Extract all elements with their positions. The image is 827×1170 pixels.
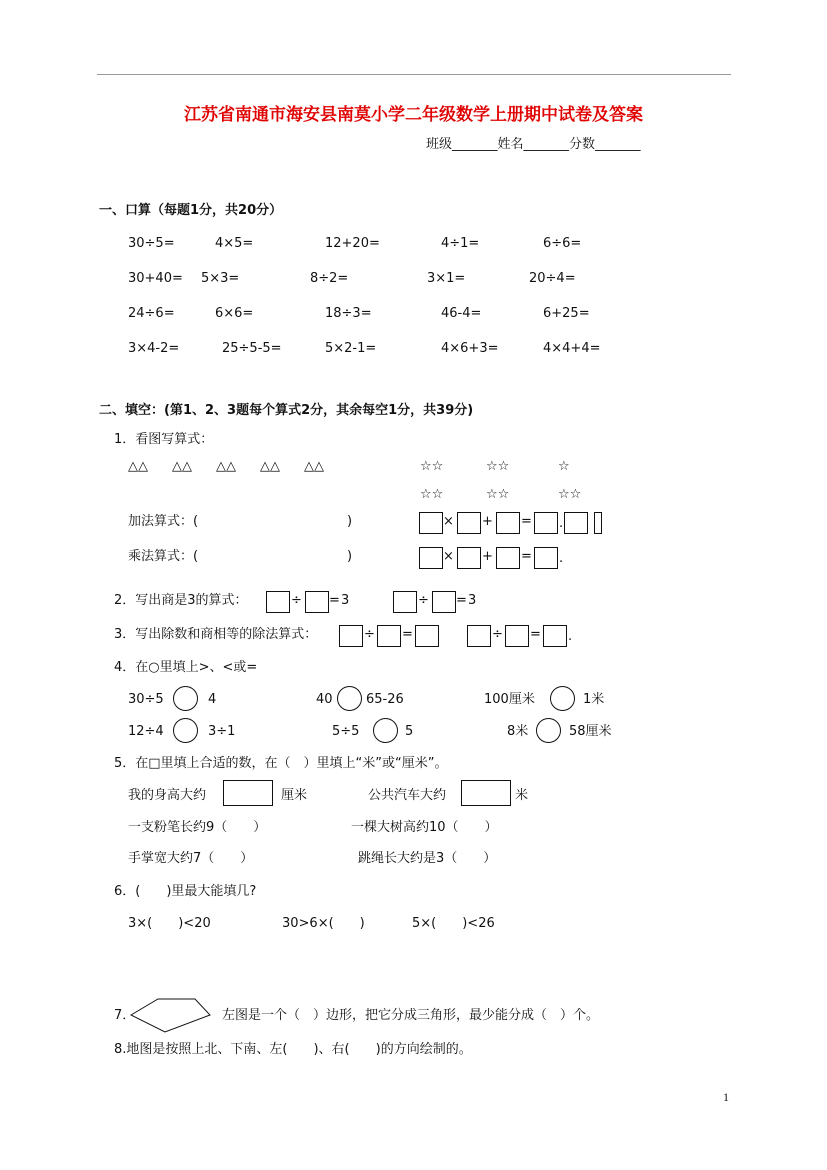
answer-box[interactable]: [393, 591, 417, 613]
triangle-group: △△: [172, 459, 192, 474]
compare-right: 1米: [583, 692, 605, 707]
student-info-line: 班级_______姓名_______分数_______: [426, 137, 641, 152]
answer-box[interactable]: [594, 512, 602, 534]
compare-left: 40: [316, 692, 333, 707]
calc-item: 4×6+3=: [441, 341, 499, 356]
height-unit: 厘米: [281, 788, 308, 803]
compare-circle[interactable]: [536, 718, 561, 743]
calc-item: 24÷6=: [128, 306, 175, 321]
compare-right: 65-26: [366, 692, 404, 707]
answer-box[interactable]: [496, 547, 520, 569]
q6-item: 5×( )<26: [412, 916, 495, 931]
star-group: ☆☆: [420, 459, 444, 474]
page-title: 江苏省南通市海安县南莫小学二年级数学上册期中试卷及答案: [184, 105, 643, 125]
times-sign: ×: [443, 549, 454, 564]
result-value: 3: [468, 593, 477, 608]
compare-circle[interactable]: [337, 686, 362, 711]
compare-left: 12÷4: [128, 724, 164, 739]
triangle-group: △△: [216, 459, 236, 474]
equals-sign: =: [402, 627, 413, 642]
equals-sign: =: [456, 593, 467, 608]
answer-box[interactable]: [543, 625, 567, 647]
page-number: 1: [723, 1090, 729, 1104]
calc-item: 5×3=: [201, 271, 240, 286]
addition-label: 加法算式：(: [128, 514, 199, 529]
height-label: 我的身高大约: [128, 788, 207, 803]
divide-sign: ÷: [418, 593, 429, 608]
q7-text: 左图是一个（ ）边形，把它分成三角形，最少能分成（ ）个。: [222, 1008, 600, 1023]
triangle-group: △△: [260, 459, 280, 474]
star-group: ☆☆: [486, 459, 510, 474]
multiplication-label: 乘法算式：(: [128, 549, 199, 564]
compare-circle[interactable]: [173, 718, 198, 743]
answer-box[interactable]: [432, 591, 456, 613]
close-paren: ): [347, 549, 353, 564]
compare-left: 5÷5: [332, 724, 360, 739]
equals-sign: =: [521, 514, 532, 529]
q6-item: 30>6×( ): [282, 916, 365, 931]
answer-box[interactable]: [457, 547, 481, 569]
compare-right: 5: [405, 724, 414, 739]
calc-item: 20÷4=: [529, 271, 576, 286]
q1-label: 1．看图写算式：: [114, 432, 214, 447]
height-answer-box[interactable]: [223, 780, 273, 806]
answer-box[interactable]: [339, 625, 363, 647]
dot-sign: .: [559, 551, 564, 566]
divide-sign: ÷: [364, 627, 375, 642]
answer-box[interactable]: [377, 625, 401, 647]
plus-sign: +: [482, 514, 493, 529]
compare-right: 4: [208, 692, 217, 707]
q2-label: 2．写出商是3的算式：: [114, 593, 248, 608]
bus-unit: 米: [515, 788, 529, 803]
pentagon-figure: [128, 996, 214, 1036]
q5-label: 5．在□里填上合适的数，在（ ）里填上“米”或“厘米”。: [114, 756, 448, 771]
dot-sign: .: [568, 629, 573, 644]
calc-item: 4×5=: [215, 236, 254, 251]
compare-right: 58厘米: [569, 724, 612, 739]
star-group: ☆☆: [486, 487, 510, 502]
answer-box[interactable]: [457, 512, 481, 534]
compare-right: 3÷1: [208, 724, 236, 739]
answer-box[interactable]: [266, 591, 290, 613]
answer-box[interactable]: [534, 547, 558, 569]
equals-sign: =: [530, 627, 541, 642]
divide-sign: ÷: [291, 593, 302, 608]
compare-circle[interactable]: [550, 686, 575, 711]
answer-box[interactable]: [467, 625, 491, 647]
calc-item: 3×1=: [427, 271, 466, 286]
equals-sign: =: [329, 593, 340, 608]
answer-box[interactable]: [419, 512, 443, 534]
answer-box[interactable]: [305, 591, 329, 613]
triangle-group: △△: [304, 459, 324, 474]
calc-item: 6÷6=: [543, 236, 582, 251]
compare-left: 100厘米: [484, 692, 535, 707]
calc-item: 6+25=: [543, 306, 590, 321]
bus-answer-box[interactable]: [461, 780, 511, 806]
compare-circle[interactable]: [373, 718, 398, 743]
section1-heading: 一、口算（每题1分，共20分）: [99, 203, 283, 218]
q7-label: 7．: [114, 1008, 136, 1023]
q4-label: 4．在○里填上>、<或=: [114, 660, 258, 675]
answer-box[interactable]: [505, 625, 529, 647]
tree-item: 一棵大树高约10（ ）: [351, 820, 498, 835]
answer-box[interactable]: [496, 512, 520, 534]
compare-circle[interactable]: [173, 686, 198, 711]
answer-box[interactable]: [534, 512, 558, 534]
section2-heading: 二、填空：(第1、2、3题每个算式2分，其余每空1分，共39分): [99, 403, 474, 418]
star-group: ☆☆: [420, 487, 444, 502]
calc-item: 30÷5=: [128, 236, 175, 251]
plus-sign: +: [482, 549, 493, 564]
calc-item: 5×2-1=: [325, 341, 377, 356]
q3-label: 3．写出除数和商相等的除法算式：: [114, 627, 318, 642]
calc-item: 25÷5-5=: [222, 341, 282, 356]
dot-sign: .: [559, 516, 564, 531]
calc-item: 18÷3=: [325, 306, 372, 321]
rope-item: 跳绳长大约是3（ ）: [358, 851, 497, 866]
bus-label: 公共汽车大约: [368, 788, 447, 803]
result-value: 3: [341, 593, 350, 608]
calc-item: 46-4=: [441, 306, 482, 321]
star-group: ☆☆: [558, 487, 582, 502]
triangle-group: △△: [128, 459, 148, 474]
times-sign: ×: [443, 514, 454, 529]
compare-left: 30÷5: [128, 692, 164, 707]
q6-label: 6．( )里最大能填几?: [114, 884, 257, 899]
q8-text: 8.地图是按照上北、下南、左( )、右( )的方向绘制的。: [114, 1042, 472, 1057]
header-rule: [97, 74, 731, 75]
divide-sign: ÷: [492, 627, 503, 642]
calc-item: 3×4-2=: [128, 341, 180, 356]
calc-item: 6×6=: [215, 306, 254, 321]
close-paren: ): [347, 514, 353, 529]
calc-item: 12+20=: [325, 236, 380, 251]
answer-box[interactable]: [415, 625, 439, 647]
calc-item: 30+40=: [128, 271, 183, 286]
calc-item: 8÷2=: [310, 271, 349, 286]
equals-sign: =: [521, 549, 532, 564]
q6-item: 3×( )<20: [128, 916, 211, 931]
calc-item: 4×4+4=: [543, 341, 601, 356]
calc-item: 4÷1=: [441, 236, 480, 251]
star-group: ☆: [558, 459, 570, 474]
chalk-item: 一支粉笔长约9（ ）: [128, 820, 267, 835]
answer-box[interactable]: [419, 547, 443, 569]
palm-item: 手掌宽大约7（ ）: [128, 851, 254, 866]
compare-left: 8米: [507, 724, 529, 739]
answer-box[interactable]: [564, 512, 588, 534]
